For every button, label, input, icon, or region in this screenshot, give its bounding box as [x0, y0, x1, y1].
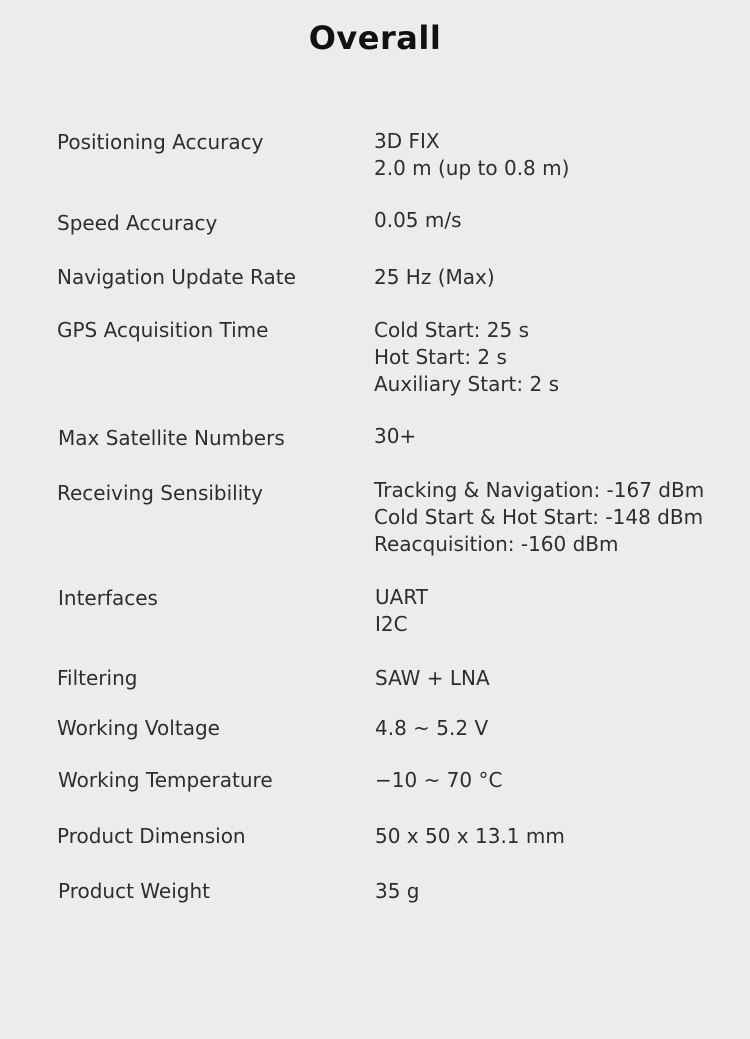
spec-value: Cold Start: 25 s: [374, 318, 529, 342]
spec-value: 50 x 50 x 13.1 mm: [375, 824, 565, 848]
spec-value: 3D FIX: [374, 129, 440, 153]
spec-values: [374, 423, 416, 450]
spec-values: [374, 207, 462, 234]
spec-value: Tracking & Navigation: -167 dBm: [374, 478, 705, 502]
spec-values: [374, 128, 569, 182]
spec-values: [374, 264, 495, 291]
spec-value: UART: [375, 585, 428, 609]
spec-label: Speed Accuracy: [57, 211, 218, 235]
spec-label: Navigation Update Rate: [57, 265, 296, 289]
spec-value: 2.0 m (up to 0.8 m): [374, 156, 570, 180]
spec-value: 30+: [374, 424, 417, 448]
spec-label: Product Dimension: [57, 824, 246, 848]
spec-values: [375, 767, 502, 794]
spec-values: [375, 584, 428, 638]
spec-values: [374, 477, 704, 558]
spec-values: [375, 665, 490, 692]
spec-label: Product Weight: [58, 879, 210, 903]
spec-value: Cold Start & Hot Start: -148 dBm: [374, 505, 704, 529]
spec-value: Hot Start: 2 s: [374, 345, 507, 369]
page-title: Overall: [308, 19, 442, 57]
spec-value: I2C: [375, 612, 408, 636]
spec-label: Filtering: [57, 666, 138, 690]
spec-values: [375, 878, 420, 905]
spec-label: Receiving Sensibility: [57, 481, 263, 505]
spec-value: SAW + LNA: [375, 666, 490, 690]
spec-label: Working Voltage: [57, 716, 220, 740]
spec-value: Auxiliary Start: 2 s: [374, 372, 559, 396]
spec-value: −10 ~ 70 °C: [375, 768, 503, 792]
spec-values: [375, 823, 565, 850]
spec-value: 4.8 ~ 5.2 V: [375, 716, 489, 740]
spec-label: Positioning Accuracy: [57, 130, 264, 154]
spec-value: 0.05 m/s: [374, 208, 462, 232]
spec-values: [375, 715, 488, 742]
spec-value: Reacquisition: -160 dBm: [374, 532, 619, 556]
spec-label: Interfaces: [58, 586, 158, 610]
spec-value: 25 Hz (Max): [374, 265, 495, 289]
spec-value: 35 g: [375, 879, 420, 903]
spec-values: [374, 317, 559, 398]
spec-label: Max Satellite Numbers: [58, 426, 285, 450]
spec-label: GPS Acquisition Time: [57, 318, 269, 342]
spec-label: Working Temperature: [58, 768, 273, 792]
